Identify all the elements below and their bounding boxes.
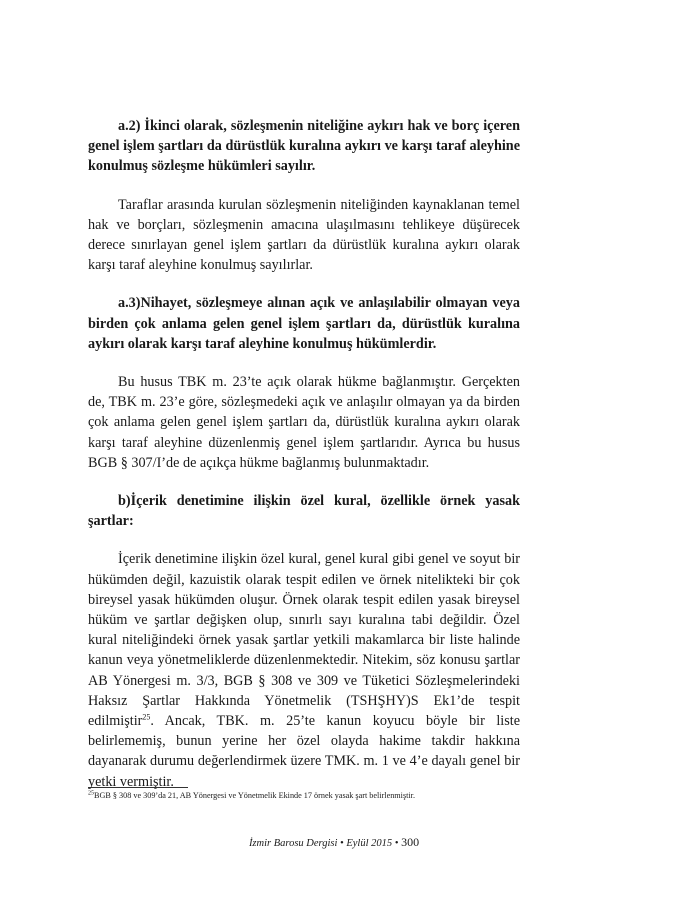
heading-a2: a.2) İkinci olarak, sözleşmenin niteliğine aykırı hak ve borç içeren genel işlem şartları da dürüstlük kuralına aykırı ve karşı taraf aleyhine konulmuş sözleşme hükümleri sayılır. <box>88 118 520 175</box>
paragraph-b <box>88 549 520 791</box>
footnote-text: BGB § 308 ve 309’da 21, AB Yönergesi ve Yönetmelik Ekinde 17 örnek yasak şart belirlenmiştir. <box>94 791 415 800</box>
page-number: 300 <box>401 835 420 849</box>
page-body <box>88 116 520 792</box>
journal-name: İzmir Barosu Dergisi • Eylül 2015 • <box>248 838 399 849</box>
footnote <box>88 790 528 801</box>
page-footer <box>88 835 520 850</box>
footnote-number: 25 <box>88 790 94 797</box>
paragraph-a3: Bu husus TBK m. 23’te açık olarak hükme bağlanmıştır. Gerçekten de, TBK m. 23’e göre, sözleşmedeki açık ve anlaşılır olmayan ya da birden çok anlama gelen genel işlem şartları da, dürüstlük kuralına aykırı olarak karşı taraf aleyhine düzenlenmiş genel işlem şartlarıdır. Ayrıca bu husus BGB § 307/I’de de açıkça hükme bağlanmış bulunmaktadır. <box>88 374 520 471</box>
paragraph-b-text-1: İçerik denetimine ilişkin özel kural, genel kural gibi genel ve soyut bir hükümden değil, kazuistik olarak tespit edilen ve örnek nitelikteki bir çok bireysel yasak hükümden oluşur. Örnek olarak tespit edilen yasak bireysel hüküm ve şartlar değişken olup, sınırlı sayı kuralına tabi değildir. Özel kural niteliğindeki örnek yasak şartlar yetkili makamlarca bir liste halinde kanun veya yönetmeliklerde düzenlenmektedir. Nitekim, söz konusu şartlar AB Yönergesi m. 3/3, BGB § 308 ve 309 ve Tüketici Sözleşmelerindeki Haksız Şartlar Hakkında Yönetmelik (TSHŞHY)S Ek1’de tespit edilmiştir <box>88 551 520 730</box>
footnote-divider <box>88 787 188 788</box>
heading-a3: a.3)Nihayet, sözleşmeye alınan açık ve anlaşılabilir olmayan veya birden çok anlama gelen genel işlem şartları da, dürüstlük kuralına aykırı olarak karşı taraf aleyhine konulmuş hükümlerdir. <box>88 295 520 352</box>
footnote-reference[interactable]: 25 <box>142 712 151 722</box>
heading-b: b)İçerik denetimine ilişkin özel kural, özellikle örnek yasak şartlar: <box>88 493 520 530</box>
paragraph-a2: Taraflar arasında kurulan sözleşmenin niteliğinden kaynaklanan temel hak ve borçları, sözleşmenin amacına ulaşılmasını tehlikeye düşürecek derece sınırlayan genel işlem şartları da dürüstlük kuralına aykırı olarak karşı taraf aleyhine konulmuş sayılırlar. <box>88 196 520 274</box>
paragraph-b-text-2: . Ancak, TBK. m. 25’te kanun koyucu böyle bir liste belirlememiş, bunun yerine her özel olayda hakime takdir hakkına dayanarak durumu değerlendirmek üzere TMK. m. 1 ve 4’e dayalı genel bir yetki vermiştir. <box>88 713 520 790</box>
